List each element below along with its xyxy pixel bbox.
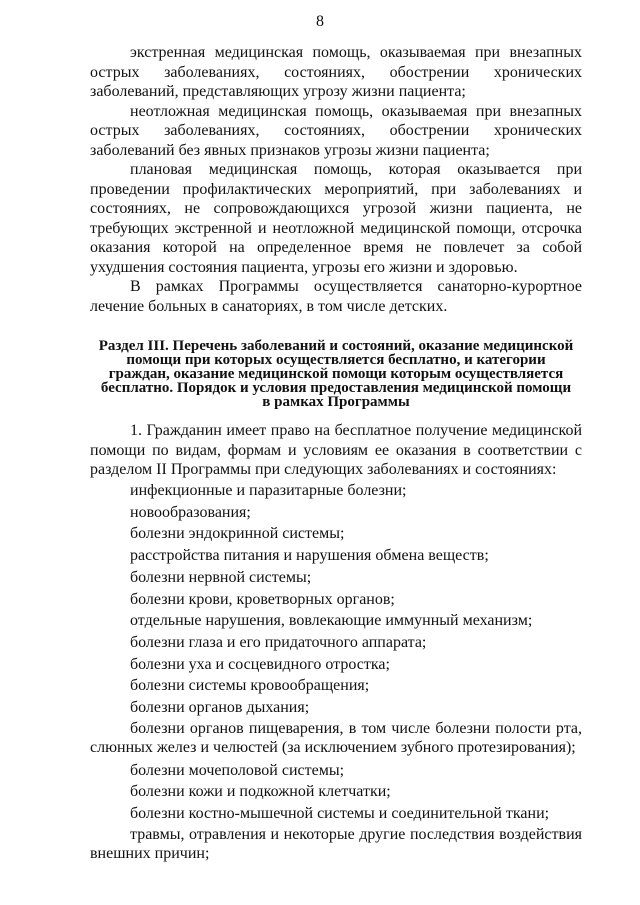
section-intro-paragraph: 1. Гражданин имеет право на бесплатное получение медицинской помощи по видам, формам и условиям ее оказания в соответствии с разделом II Программы при следующих заболеваниях и состояниях: — [90, 422, 582, 478]
list-item: болезни глаза и его придаточного аппарата; — [130, 633, 427, 651]
list-item: болезни органов дыхания; — [130, 699, 310, 717]
page-number: 8 — [316, 13, 324, 30]
disease-list — [90, 480, 582, 866]
intro-text-block — [90, 43, 582, 316]
list-item: болезни крови, кроветворных органов; — [130, 590, 395, 608]
list-item: болезни мочеполовой системы; — [130, 761, 345, 779]
list-item: болезни кожи и подкожной клетчатки; — [130, 783, 391, 801]
paragraph-emergency-care: экстренная медицинская помощь, оказываемая при внезапных острых заболеваниях, состояниях, обострении хронических заболеваний, представляющих угрозу жизни пациента; — [90, 44, 582, 100]
list-item: болезни эндокринной системы; — [130, 525, 345, 543]
paragraph-urgent-care: неотложная медицинская помощь, оказываемая при внезапных острых заболеваниях, состояниях, обострении хронических заболеваний без явных признаков угрозы жизни пациента; — [90, 102, 582, 159]
list-item: болезни нервной системы; — [130, 568, 312, 586]
section-heading: Раздел III. Перечень заболеваний и состояний, оказание медицинской помощи при которых осуществляется бесплатно, и категории граждан, оказание медицинской помощи которым осуществляется бесплатно. Порядок и условия предоставления медицинской помощи в рамках Программы — [98, 338, 574, 410]
list-item: травмы, отравления и некоторые другие последствия воздействия внешних причин; — [90, 825, 582, 863]
list-item: расстройства питания и нарушения обмена веществ; — [130, 547, 489, 565]
list-item: болезни системы кровообращения; — [130, 677, 370, 695]
list-item: болезни уха и сосцевидного отростка; — [130, 655, 390, 673]
list-item: инфекционные и паразитарные болезни; — [130, 482, 407, 499]
list-item: болезни органов пищеварения, в том числе болезни полости рта, слюнных желез и челюстей (за исключением зубного протезирования); — [90, 719, 582, 757]
paragraph-planned-care: плановая медицинская помощь, которая оказывается при проведении профилактических мероприятий, при заболеваниях и состояниях, не сопровождающихся угрозой жизни пациента, не требующих экстренной и неотложной медицинской помощи, отсрочка оказания которой на определенное время не повлечет за собой ухудшения состояния пациента, угрозы его жизни и здоровью. — [90, 161, 582, 276]
list-item: отдельные нарушения, вовлекающие иммунный механизм; — [130, 612, 533, 630]
paragraph-sanatorium-treatment: В рамках Программы осуществляется санаторно-курортное лечение больных в санаториях, в том числе детских. — [90, 278, 582, 315]
list-item: болезни костно-мышечной системы и соединительной ткани; — [130, 805, 550, 823]
list-item: новообразования; — [130, 503, 251, 521]
